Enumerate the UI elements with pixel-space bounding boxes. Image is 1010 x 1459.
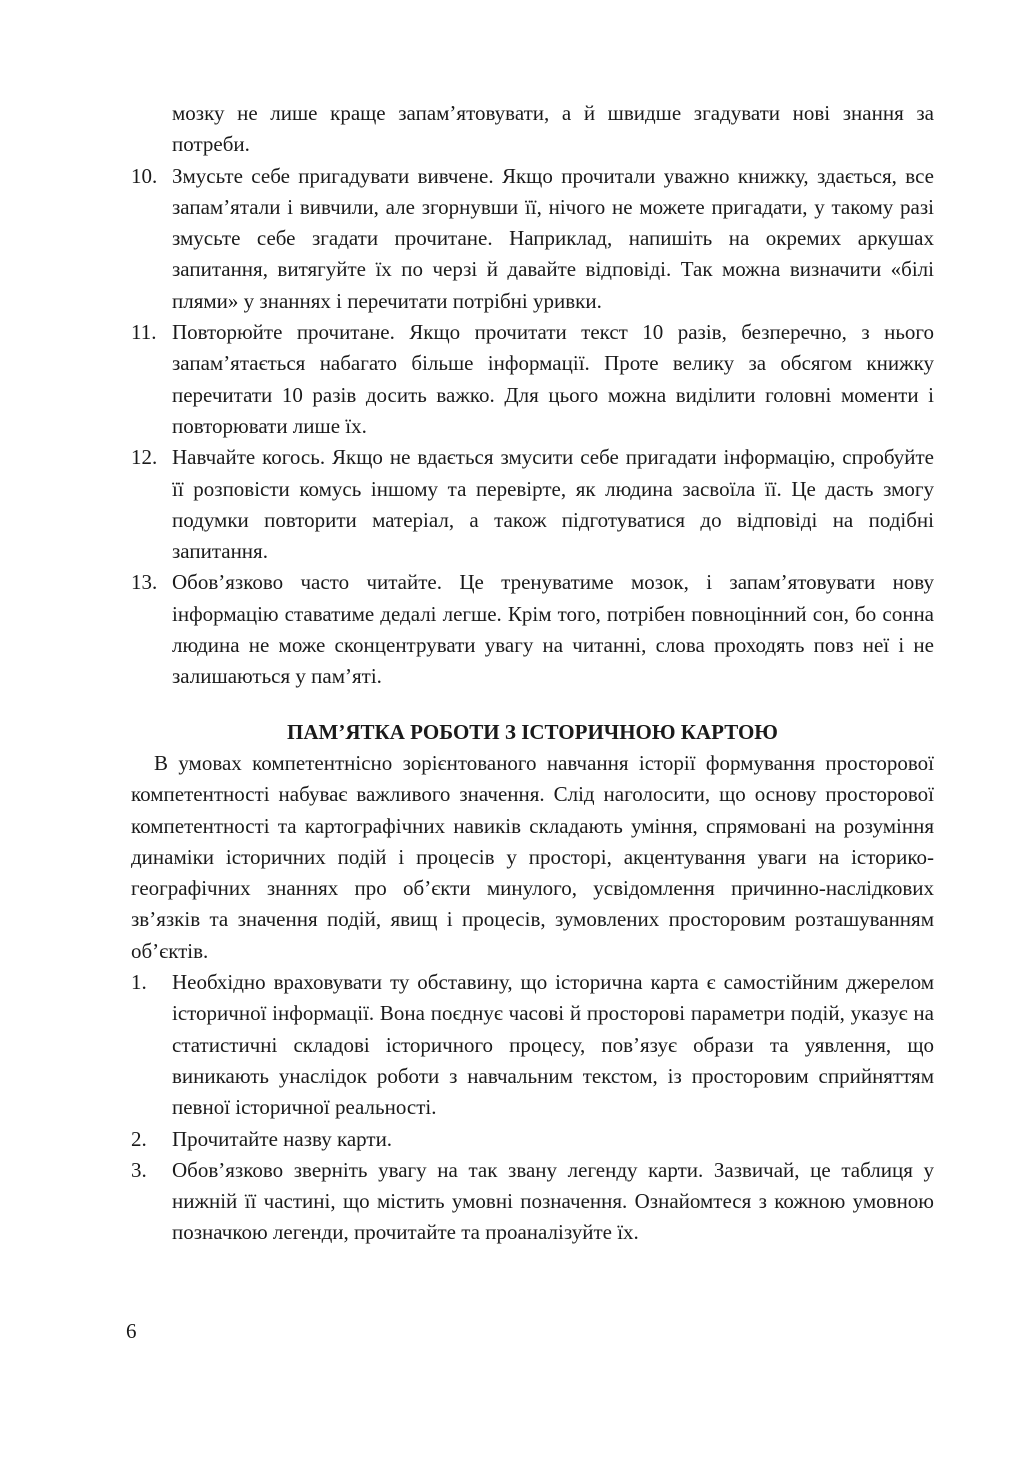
continued-paragraph: мозку не лише краще запам’ятовувати, а й швидше згадувати нові знання за потреби. xyxy=(172,101,934,157)
list-item-number: 10. xyxy=(131,163,158,188)
list-item xyxy=(131,442,934,567)
section-heading: ПАМ’ЯТКА РОБОТИ З ІСТОРИЧНОЮ КАРТОЮ xyxy=(287,719,778,744)
list-item xyxy=(131,1124,934,1155)
list-item-text: Обов’язково зверніть увагу на так звану легенду карти. Зазвичай, це таблиця у нижній її частині, що містить умовні позначення. Ознайомтеся з кожною умовною позначкою легенди, прочитайте та проаналізуйте їх. xyxy=(172,1157,934,1245)
list-item-number: 13. xyxy=(131,570,158,595)
list-item-number: 1. xyxy=(131,970,147,995)
list-item-text: Обов’язково часто читайте. Це тренуватиме мозок, і запам’ятовувати нову інформацію ставатиме дедалі легше. Крім того, потрібен повноцінний сон, бо сонна людина не може сконцентрувати увагу на читанні, слова проходять повз неї і не залишаються у пам’яті. xyxy=(172,570,934,689)
list-item-text: Змусьте себе пригадувати вивчене. Якщо прочитали уважно книжку, здається, все запам’ятали і вивчили, але згорнувши її, нічого не можете пригадати, у такому разі змусьте себе згадати прочитане. Наприклад, напишіть на окремих аркушах запитання, витягуйте їх по черзі й давайте відповіді. Так можна визначити «білі плями» у знаннях і перечитати потрібні уривки. xyxy=(172,163,934,313)
list-item-number: 2. xyxy=(131,1126,147,1151)
list-item-number: 3. xyxy=(131,1157,147,1182)
list-item-text: Необхідно враховувати ту обставину, що історична карта є самостійним джерелом історичної інформації. Вона поєднує часові й просторові параметри подій, указує на статистичні складові історичного процесу, пов’язує образи та уявлення, що виникають унаслідок роботи з навчальним текстом, із просторовим сприйняттям певної історичної реальності. xyxy=(172,970,934,1120)
intro-paragraph: В умовах компетентнісно зорієнтованого навчання історії формування просторової компетентності набуває важливого значення. Слід наголосити, що основу просторової компетентності та картографічних навиків складають уміння, спрямовані на розуміння динаміки історичних подій і процесів у просторі, акцентування уваги на історико-географічних знаннях про об’єкти минулого, усвідомлення причинно-наслідкових зв’язків та значення подій, явищ і процесів, зумовлених просторовим розташуванням об’єктів. xyxy=(131,750,934,963)
memory-tips-list xyxy=(131,161,934,693)
list-item xyxy=(131,967,934,1123)
list-item-text: Навчайте когось. Якщо не вдається змусити себе пригадати інформацію, спробуйте її розповісти комусь іншому та перевірте, як людина засвоїла її. Це дасть змогу подумки повторити матеріал, а також підготуватися до відповіді на подібні запитання. xyxy=(172,445,934,564)
page-number: 6 xyxy=(126,1319,137,1343)
list-item-number: 11. xyxy=(131,320,157,345)
list-item xyxy=(131,317,934,442)
list-item-text: Прочитайте назву карти. xyxy=(172,1126,393,1151)
page-content xyxy=(131,98,934,1249)
list-item xyxy=(131,1155,934,1249)
list-item-number: 12. xyxy=(131,445,158,470)
map-tips-list xyxy=(131,967,934,1249)
list-item xyxy=(131,567,934,692)
list-item-text: Повторюйте прочитане. Якщо прочитати текст 10 разів, безперечно, з нього запам’ятається набагато більше інформації. Проте велику за обсягом книжку перечитати 10 разів досить важко. Для цього можна виділити головні моменти і повторювати лише їх. xyxy=(172,320,934,438)
list-item xyxy=(131,161,934,317)
